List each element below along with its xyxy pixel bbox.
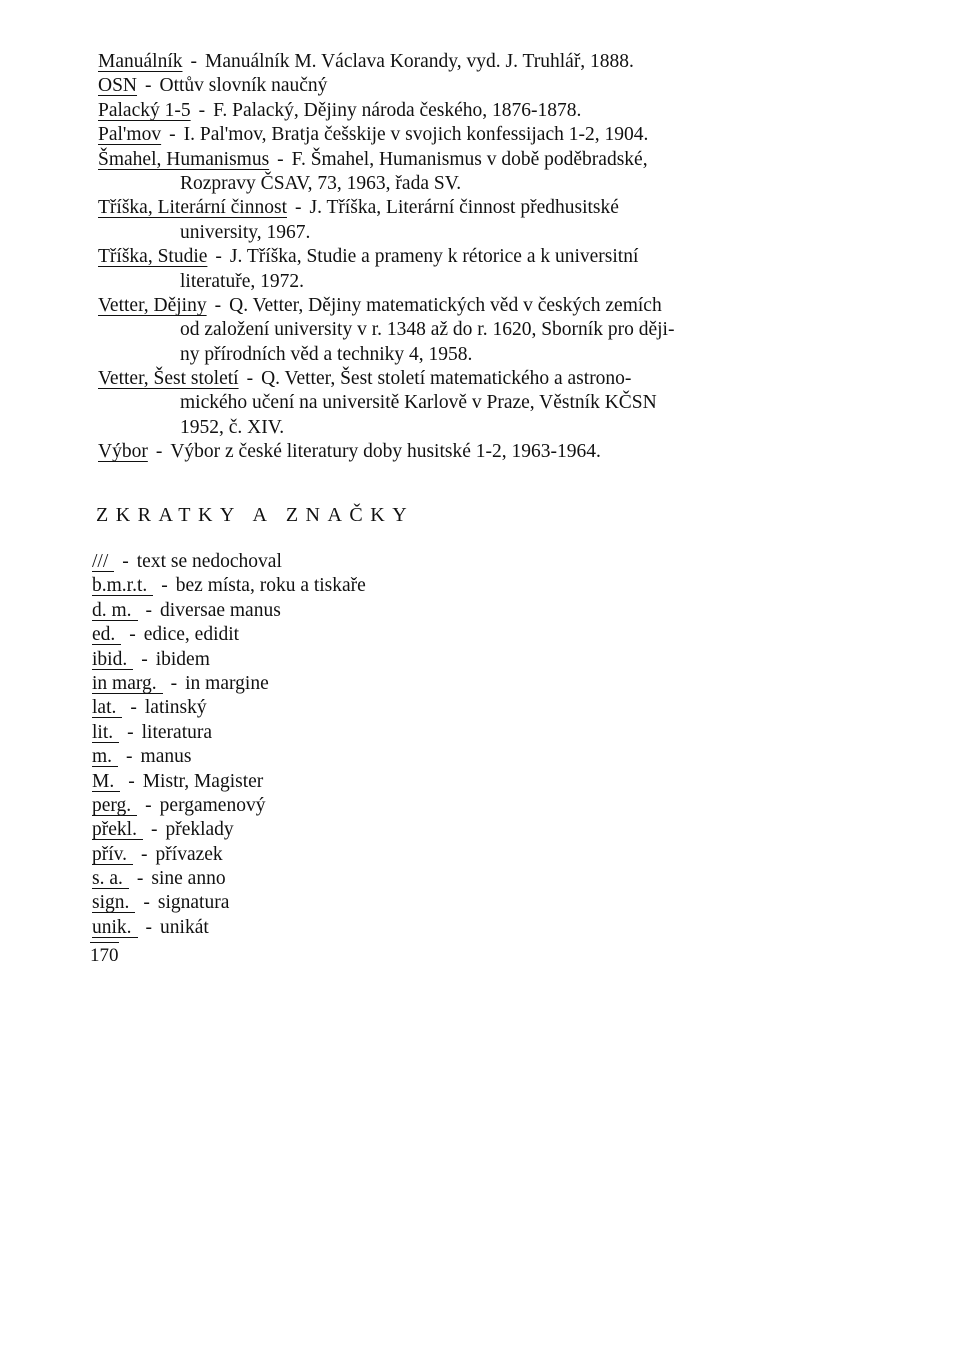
abbreviations-list [92,550,366,940]
abbreviation-item [92,696,366,720]
abbreviation-item [92,550,366,574]
bibliography-list [98,50,898,465]
abbreviation-key: b.m.r.t. [92,576,153,596]
abbreviation-item [92,721,366,745]
entry-text: 1952, č. XIV. [180,416,285,438]
separator-dash: - [246,368,254,390]
abbreviation-item [92,672,366,696]
separator-dash: - [169,124,176,146]
separator-dash: - [277,148,284,170]
entry-text: Rozpravy ČSAV, 73, 1963, řada SV. [180,172,462,194]
abbreviation-key: s. a. [92,869,129,889]
abbreviation-meaning: in margine [185,672,269,694]
abbreviation-key: unik. [92,918,138,938]
entry-text: Q. Vetter, Šest století matematického a astrono- [261,368,632,390]
entry-text: literatuře, 1972. [180,270,304,292]
entry-text: mického učení na universitě Karlově v Praze, Věstník KČSN [180,392,657,414]
entry-continuation-line [98,172,898,196]
bibliography-entry [98,50,898,74]
entry-text: Výbor z české literatury doby husitské 1-2, 1963-1964. [170,441,601,463]
bibliography-entry [98,123,898,147]
bibliography-entry [98,245,898,294]
entry-first-line [98,440,898,464]
entry-continuation-line [98,391,898,415]
abbreviation-item [92,770,366,794]
entry-key: Pal'mov [98,124,162,146]
abbreviation-key: ibid. [92,650,133,670]
abbreviation-key: sign. [92,893,135,913]
entry-text: F. Palacký, Dějiny národa českého, 1876-1878. [213,99,582,121]
entry-first-line [98,367,898,391]
entry-key: Tříška, Literární činnost [98,197,287,219]
abbreviations-heading: ZKRATKY A ZNAČKY [96,504,415,526]
abbreviation-key: M. [92,772,120,792]
entry-first-line [98,294,898,318]
entry-text: Manuálník M. Václava Korandy, vyd. J. Truhlář, 1888. [204,51,634,72]
separator-dash: - [161,575,168,597]
abbreviation-key: /// [92,552,114,572]
entry-first-line [98,99,898,123]
abbreviation-key: d. m. [92,601,138,621]
entry-text: Ottův slovník naučný [159,75,328,97]
separator-dash: - [190,51,197,72]
entry-key: Tříška, Studie [98,246,208,268]
entry-text: F. Šmahel, Humanismus v době poděbradské, [291,148,648,170]
separator-dash: - [129,624,136,646]
abbreviation-key: m. [92,747,118,767]
abbreviation-meaning: diversae manus [160,599,281,621]
entry-first-line [98,245,898,269]
abbreviation-meaning: pergamenový [159,794,266,816]
separator-dash: - [145,75,152,97]
entry-continuation-line [98,270,898,294]
abbreviation-meaning: sine anno [151,868,226,890]
entry-first-line [98,196,898,220]
abbreviation-item [92,843,366,867]
entry-continuation-line [98,221,898,245]
abbreviation-item [92,599,366,623]
separator-dash: - [127,721,134,743]
entry-key: Manuálník [98,51,183,72]
abbreviation-meaning: přívazek [155,843,223,865]
abbreviation-key: lit. [92,723,119,743]
separator-dash: - [143,892,150,914]
abbreviation-meaning: ibidem [155,648,210,670]
separator-dash: - [215,246,222,268]
abbreviation-meaning: bez místa, roku a tiskaře [175,575,366,597]
abbreviation-meaning: Mistr, Magister [142,770,264,792]
entry-first-line [98,123,898,147]
separator-dash: - [198,99,206,121]
entry-key: Palacký 1-5 [98,99,191,121]
abbreviation-meaning: signatura [157,892,230,914]
abbreviation-item [92,623,366,647]
entry-key: Vetter, Dějiny [98,294,207,316]
abbreviation-key: lat. [92,698,122,718]
entry-text: ny přírodních věd a techniky 4, 1958. [180,343,473,365]
separator-dash: - [294,197,302,219]
bibliography-entry [98,196,898,245]
abbreviation-item [92,891,366,915]
entry-text: J. Tříška, Studie a prameny k rétorice a k universitní [229,246,639,268]
entry-text: Q. Vetter, Dějiny matematických věd v českých zemích [229,294,662,316]
separator-dash: - [141,843,148,865]
separator-dash: - [150,819,158,841]
abbreviation-key: in marg. [92,674,163,694]
abbreviation-key: ed. [92,625,121,645]
bibliography-entry [98,440,898,464]
entry-text: od založení university v r. 1348 až do r. 1620, Sborník pro ději- [180,319,675,341]
separator-dash: - [141,648,148,670]
separator-dash: - [145,794,152,816]
separator-dash: - [145,599,153,621]
entry-key: Šmahel, Humanismus [98,148,270,170]
bibliography-entry [98,148,898,197]
bibliography-entry [98,367,898,440]
separator-dash: - [170,672,178,694]
entry-text: J. Tříška, Literární činnost předhusitské [309,197,619,219]
separator-dash: - [155,441,163,463]
entry-continuation-line [98,343,898,367]
entry-key: Výbor [98,441,148,463]
entry-first-line [98,148,898,172]
entry-continuation-line [98,416,898,440]
abbreviation-meaning: latinský [144,697,207,719]
abbreviation-meaning: překlady [165,819,234,841]
abbreviation-key: přív. [92,845,133,865]
abbreviation-meaning: literatura [141,721,213,743]
abbreviation-item [92,916,366,940]
separator-dash: - [126,746,133,768]
entry-text: I. Pal'mov, Bratja češskije v svojich konfessijach 1-2, 1904. [183,124,649,146]
entry-first-line [98,50,898,74]
separator-dash: - [130,697,137,719]
page-number: 170 [90,942,119,967]
abbreviation-item [92,574,366,598]
abbreviation-key: překl. [92,820,143,840]
entry-key: Vetter, Šest století [98,368,239,390]
separator-dash: - [122,551,129,572]
abbreviation-item [92,867,366,891]
separator-dash: - [214,294,222,316]
abbreviation-item [92,648,366,672]
abbreviation-item [92,818,366,842]
entry-first-line [98,74,898,98]
abbreviation-key: perg. [92,796,137,816]
separator-dash: - [136,868,144,890]
entry-text: university, 1967. [180,221,311,243]
abbreviation-meaning: unikát [160,916,209,938]
bibliography-entry [98,99,898,123]
entry-key: OSN [98,75,138,97]
abbreviation-item [92,745,366,769]
abbreviation-meaning: edice, edidit [143,624,240,646]
separator-dash: - [128,770,135,792]
bibliography-entry [98,294,898,367]
abbreviation-meaning: manus [140,746,192,768]
abbreviation-meaning: text se nedochoval [136,551,282,572]
entry-continuation-line [98,318,898,342]
separator-dash: - [145,916,153,938]
bibliography-entry [98,74,898,98]
abbreviation-item [92,794,366,818]
